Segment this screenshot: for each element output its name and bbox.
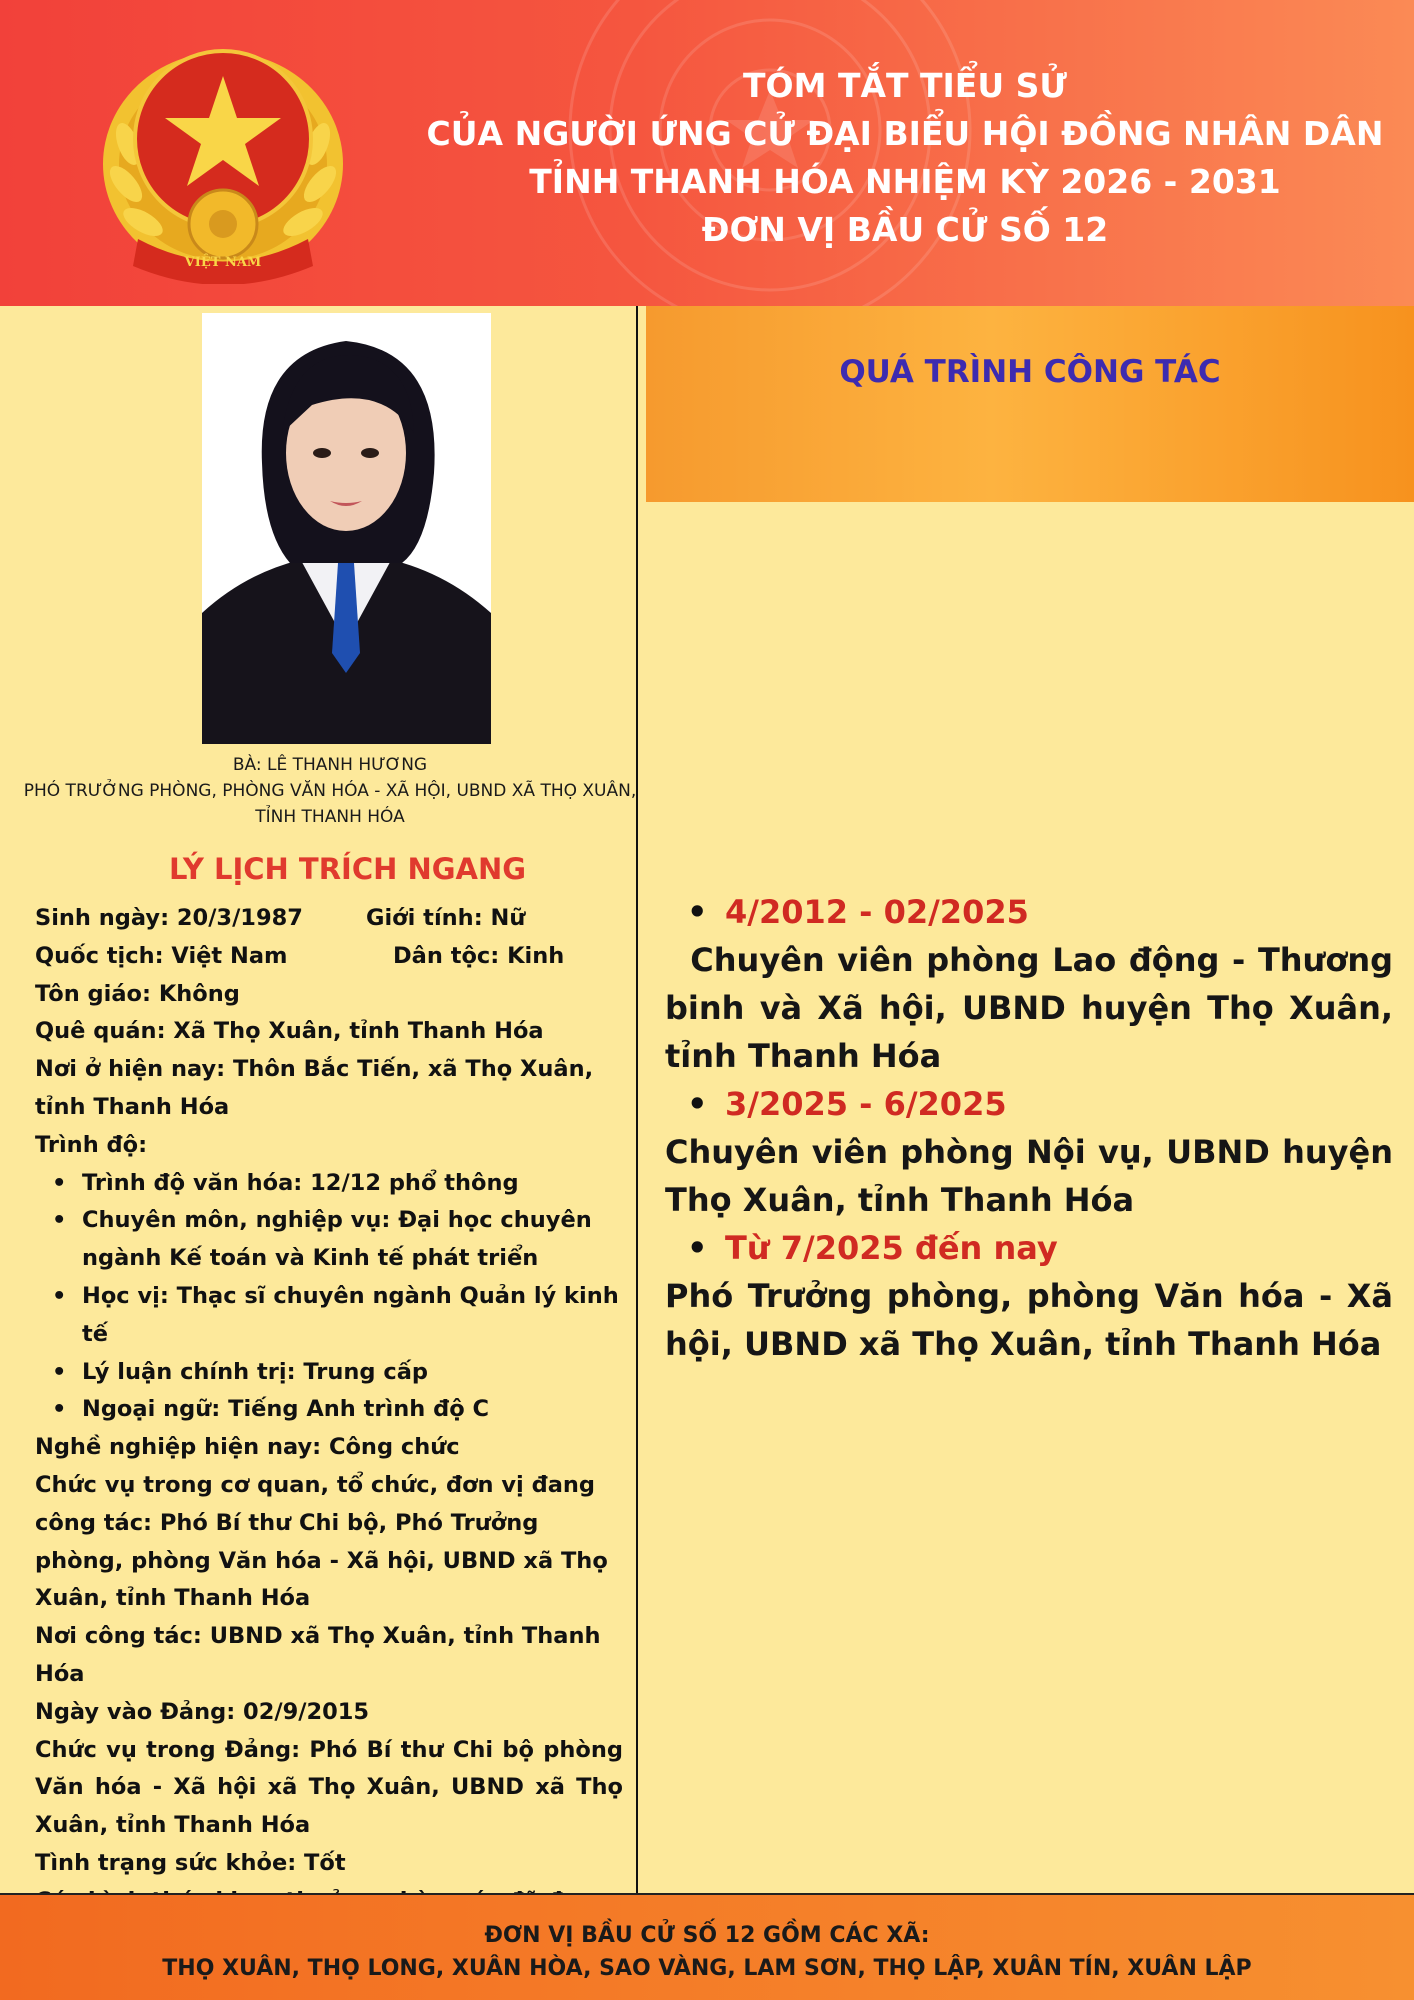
footer-banner: [0, 1893, 1414, 2000]
list-item: • Chuyên môn, nghiệp vụ: Đại học chuyên ngành Kế toán và Kinh tế phát triển: [35, 1202, 623, 1278]
work-history-title: QUÁ TRÌNH CÔNG TÁC: [839, 354, 1221, 390]
work-desc-1: Chuyên viên phòng Lao động - Thương binh và Xã hội, UBND huyện Thọ Xuân, tỉnh Thanh Hóa: [665, 941, 1405, 1075]
candidate-position: PHÓ TRƯỞNG PHÒNG, PHÒNG VĂN HÓA - XÃ HỘI, UBND XÃ THỌ XUÂN, TỈNH THANH HÓA: [23, 781, 637, 827]
bio-birth: Sinh ngày: 20/3/1987: [35, 905, 303, 931]
column-divider: [636, 306, 638, 1893]
work-history-list: [665, 888, 1405, 1368]
header-title-line-1: TÓM TẮT TIỂU SỬ: [743, 66, 1067, 105]
national-emblem-icon: [98, 34, 348, 284]
work-period-2: • 3/2025 - 6/2025: [665, 1080, 1393, 1128]
work-desc-2: Chuyên viên phòng Nội vụ, UBND huyện Thọ Xuân, tỉnh Thanh Hóa: [665, 1133, 1393, 1219]
work-history-banner: [646, 306, 1414, 502]
header-banner: [0, 0, 1414, 306]
header-title-line-4: ĐƠN VỊ BẦU CỬ SỐ 12: [701, 210, 1109, 249]
footer-line-2: THỌ XUÂN, THỌ LONG, XUÂN HÒA, SAO VÀNG, LAM SƠN, THỌ LẬP, XUÂN TÍN, XUÂN LẬP: [162, 1956, 1252, 1981]
bio-health: Tình trạng sức khỏe: Tốt: [35, 1849, 346, 1876]
emblem-text: VIỆT NAM: [184, 255, 262, 270]
candidate-name: BÀ: LÊ THANH HƯƠNG: [232, 755, 428, 775]
candidate-caption: [20, 752, 640, 830]
list-item: • Lý luận chính trị: Trung cấp: [35, 1354, 623, 1392]
header-title-line-2: CỦA NGƯỜI ỨNG CỬ ĐẠI BIỂU HỘI ĐỒNG NHÂN DÂN: [426, 114, 1384, 153]
bio-office-position: Chức vụ trong cơ quan, tổ chức, đơn vị đang công tác: Phó Bí thư Chi bộ, Phó Trưởng phòng, phòng Văn hóa - Xã hội, UBND xã Thọ Xuân, tỉnh Thanh Hóa: [35, 1471, 608, 1612]
candidate-photo: [202, 313, 491, 744]
header-title: [420, 62, 1390, 254]
bio-party-position: Chức vụ trong Đảng: Phó Bí thư Chi bộ phòng Văn hóa - Xã hội xã Thọ Xuân, UBND xã Thọ Xuân, tỉnh Thanh Hóa: [35, 1736, 623, 1839]
work-desc-3: Phó Trưởng phòng, phòng Văn hóa - Xã hội, UBND xã Thọ Xuân, tỉnh Thanh Hóa: [665, 1277, 1393, 1363]
bio-education-label: Trình độ:: [35, 1131, 148, 1158]
bio-section-title: LÝ LỊCH TRÍCH NGANG: [168, 852, 527, 886]
portrait-icon: [202, 313, 491, 744]
bio-workplace: Nơi công tác: UBND xã Thọ Xuân, tỉnh Thanh Hóa: [35, 1623, 601, 1687]
footer-line-1: ĐƠN VỊ BẦU CỬ SỐ 12 GỒM CÁC XÃ:: [484, 1923, 930, 1948]
header-title-line-3: TỈNH THANH HÓA NHIỆM KỲ 2026 - 2031: [529, 162, 1281, 201]
work-period-1: • 4/2012 - 02/2025: [665, 888, 1393, 936]
bio-religion: Tôn giáo: Không: [35, 980, 240, 1007]
bio-hometown: Quê quán: Xã Thọ Xuân, tỉnh Thanh Hóa: [35, 1018, 544, 1045]
bio-nationality: Quốc tịch: Việt Nam: [35, 942, 288, 969]
bio-ethnicity: Dân tộc: Kinh: [393, 942, 565, 969]
bio-education-list: [35, 1165, 623, 1430]
work-period-3: • Từ 7/2025 đến nay: [665, 1224, 1393, 1272]
bio-details: [35, 900, 623, 1958]
bio-gender: Giới tính: Nữ: [366, 905, 526, 931]
bio-party-date: Ngày vào Đảng: 02/9/2015: [35, 1698, 370, 1725]
bio-row-nationality-ethnicity: [35, 938, 623, 976]
bio-occupation: Nghề nghiệp hiện nay: Công chức: [35, 1434, 460, 1461]
list-item: • Trình độ văn hóa: 12/12 phổ thông: [35, 1165, 623, 1203]
bio-row-birth-gender: [35, 900, 623, 938]
list-item: • Học vị: Thạc sĩ chuyên ngành Quản lý kinh tế: [35, 1278, 623, 1354]
list-item: • Ngoại ngữ: Tiếng Anh trình độ C: [35, 1391, 623, 1429]
bio-residence: Nơi ở hiện nay: Thôn Bắc Tiến, xã Thọ Xuân, tỉnh Thanh Hóa: [35, 1056, 594, 1120]
